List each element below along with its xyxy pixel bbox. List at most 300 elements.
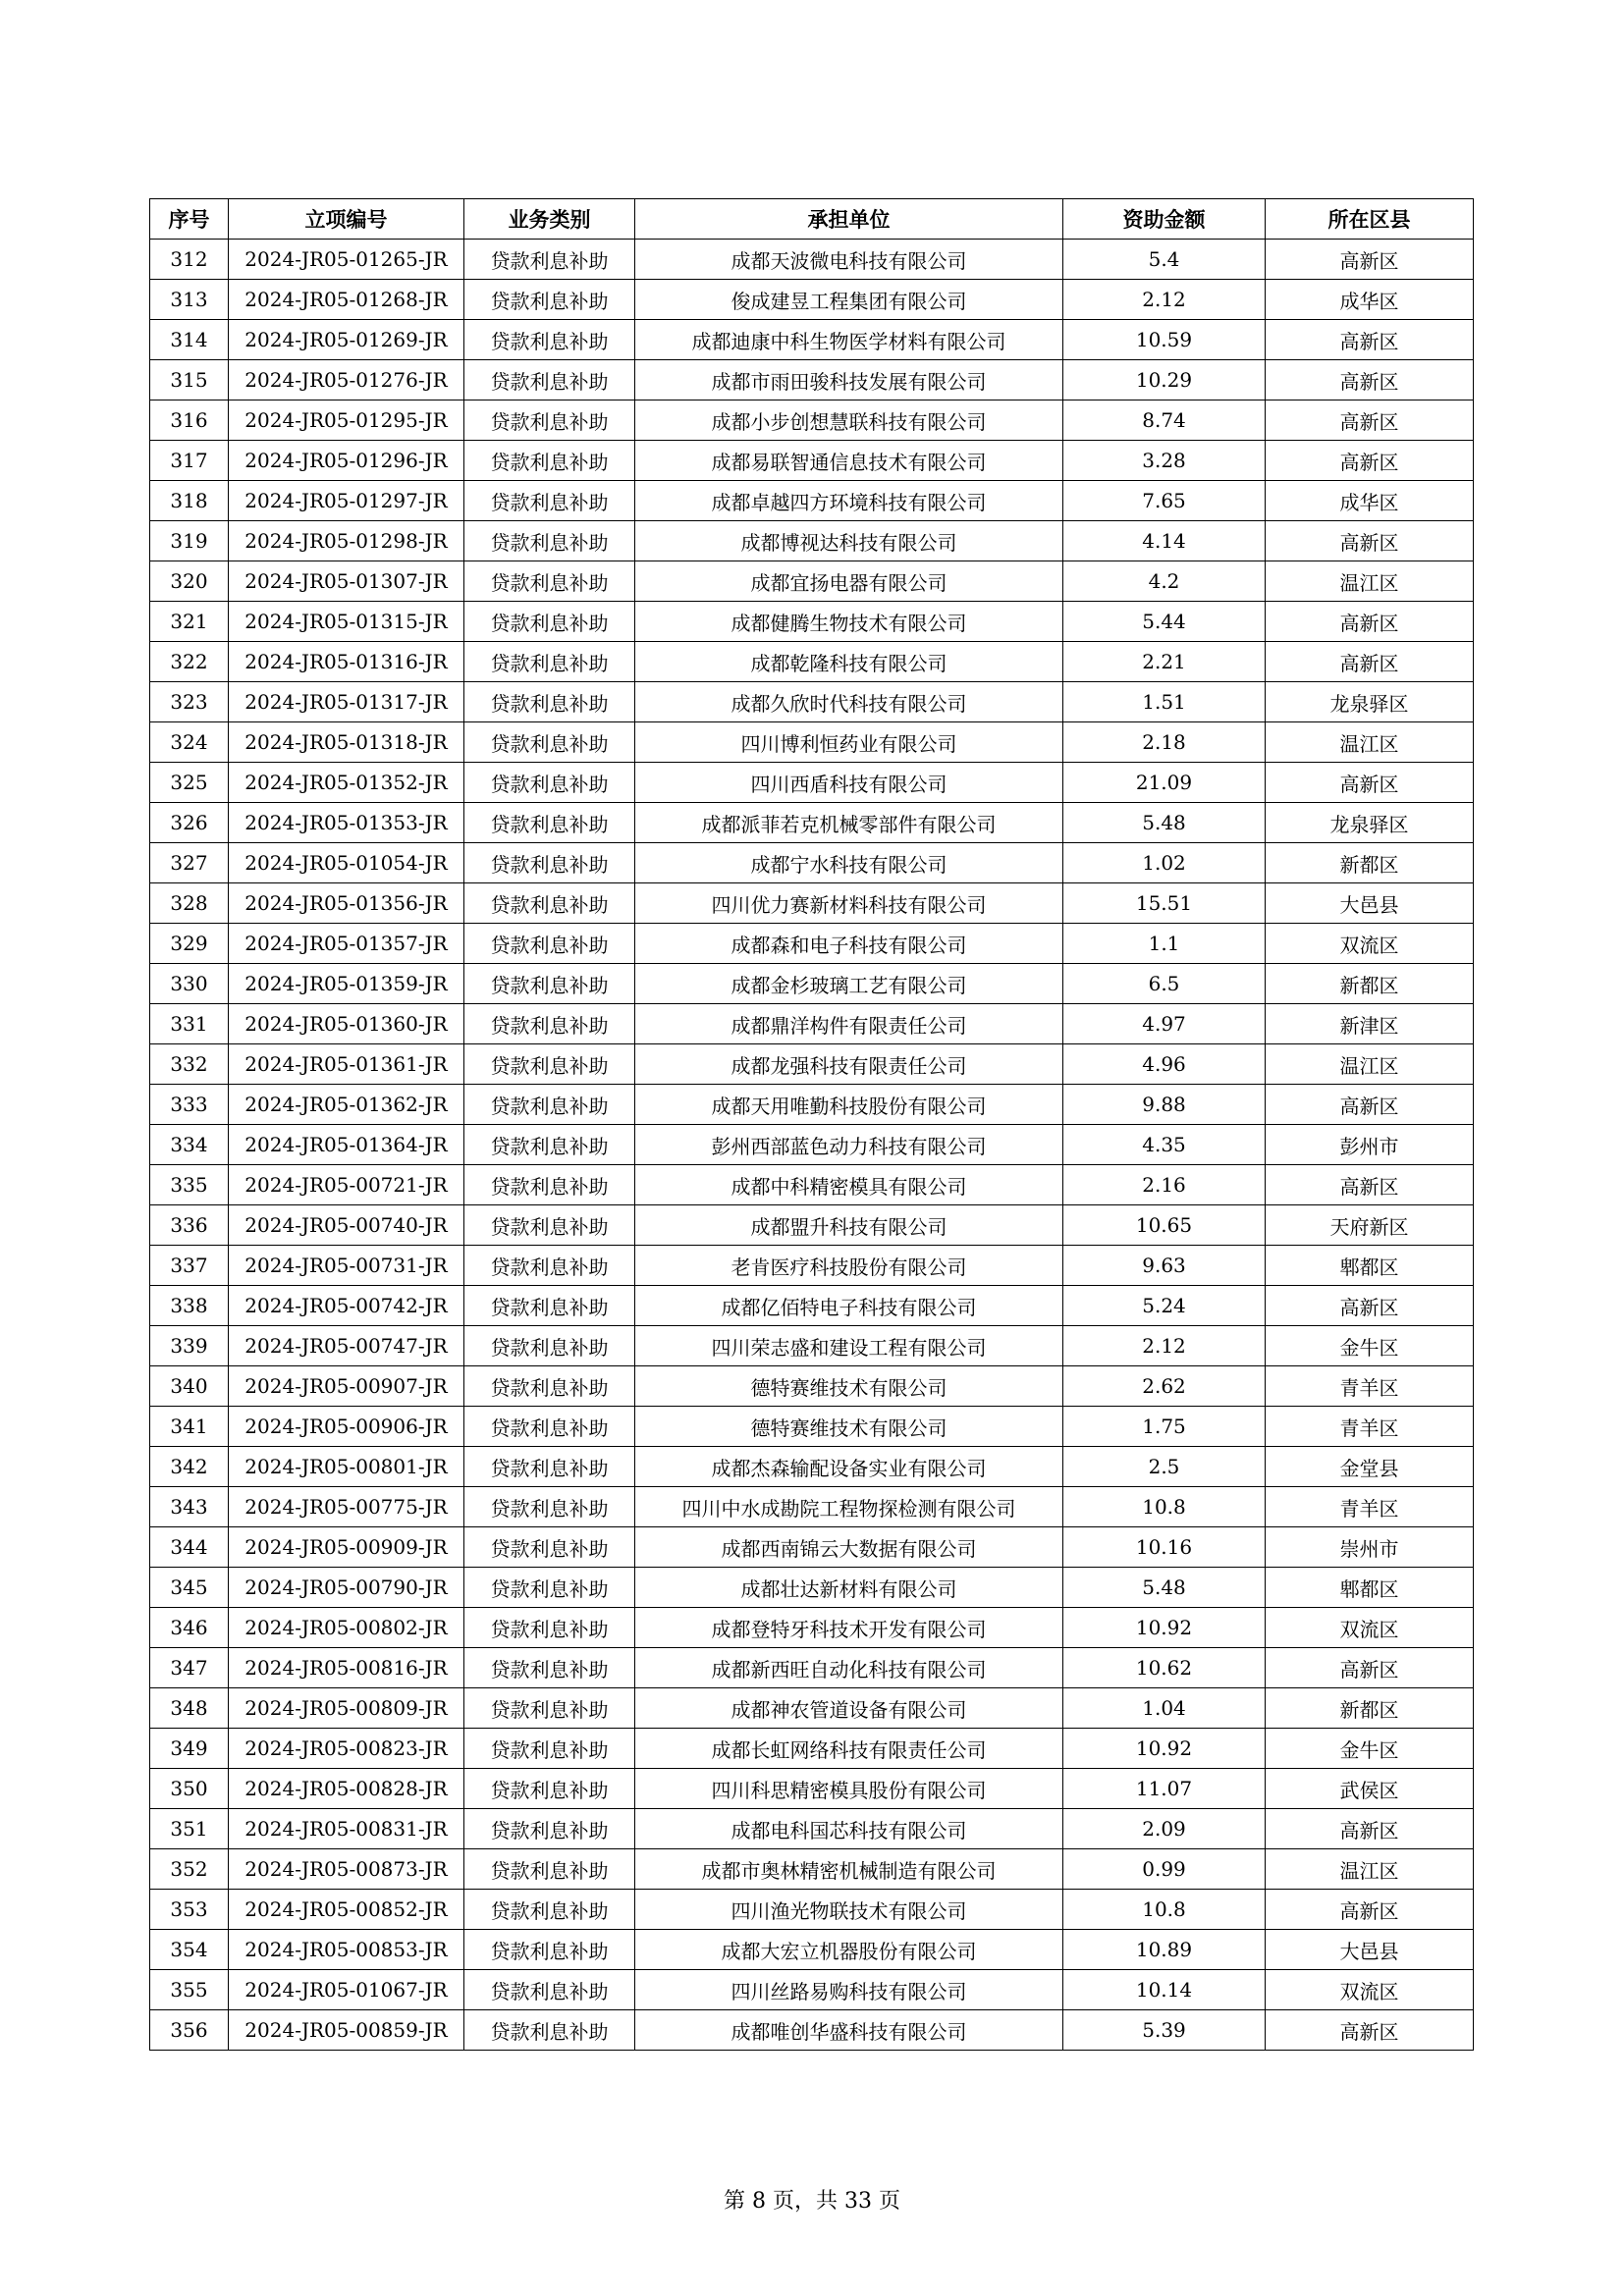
- cell-business-type: 贷款利息补助: [464, 1527, 635, 1568]
- cell-index: 316: [150, 400, 229, 441]
- cell-organization: 成都中科精密模具有限公司: [635, 1165, 1063, 1205]
- cell-district: 新都区: [1266, 964, 1474, 1004]
- cell-organization: 成都电科国芯科技有限公司: [635, 1809, 1063, 1849]
- cell-business-type: 贷款利息补助: [464, 1930, 635, 1970]
- table-row: [150, 1246, 1474, 1286]
- cell-amount: 10.29: [1063, 360, 1266, 400]
- table-row: [150, 1165, 1474, 1205]
- cell-organization: 德特赛维技术有限公司: [635, 1407, 1063, 1447]
- cell-project-id: 2024-JR05-00909-JR: [229, 1527, 464, 1568]
- table-row: [150, 1568, 1474, 1608]
- cell-business-type: 贷款利息补助: [464, 441, 635, 481]
- cell-index: 356: [150, 2010, 229, 2051]
- table-body: [150, 240, 1474, 2051]
- cell-amount: 4.2: [1063, 561, 1266, 602]
- table-row: [150, 1849, 1474, 1890]
- cell-amount: 2.16: [1063, 1165, 1266, 1205]
- cell-organization: 成都乾隆科技有限公司: [635, 642, 1063, 682]
- cell-index: 331: [150, 1004, 229, 1044]
- cell-business-type: 贷款利息补助: [464, 1366, 635, 1407]
- cell-organization: 成都杰森输配设备实业有限公司: [635, 1447, 1063, 1487]
- cell-index: 350: [150, 1769, 229, 1809]
- cell-organization: 成都天用唯勤科技股份有限公司: [635, 1085, 1063, 1125]
- cell-business-type: 贷款利息补助: [464, 763, 635, 803]
- table-row: [150, 320, 1474, 360]
- cell-organization: 俊成建昱工程集团有限公司: [635, 280, 1063, 320]
- cell-business-type: 贷款利息补助: [464, 1125, 635, 1165]
- cell-index: 326: [150, 803, 229, 843]
- cell-index: 320: [150, 561, 229, 602]
- cell-business-type: 贷款利息补助: [464, 1004, 635, 1044]
- cell-amount: 10.65: [1063, 1205, 1266, 1246]
- cell-amount: 6.5: [1063, 964, 1266, 1004]
- table-row: [150, 1085, 1474, 1125]
- cell-amount: 5.44: [1063, 602, 1266, 642]
- cell-project-id: 2024-JR05-00742-JR: [229, 1286, 464, 1326]
- cell-district: 高新区: [1266, 1165, 1474, 1205]
- cell-district: 温江区: [1266, 561, 1474, 602]
- cell-index: 339: [150, 1326, 229, 1366]
- cell-index: 318: [150, 481, 229, 521]
- cell-organization: 成都鼎洋构件有限责任公司: [635, 1004, 1063, 1044]
- cell-amount: 2.18: [1063, 722, 1266, 763]
- cell-project-id: 2024-JR05-00873-JR: [229, 1849, 464, 1890]
- table-row: [150, 1004, 1474, 1044]
- cell-business-type: 贷款利息补助: [464, 1608, 635, 1648]
- cell-index: 322: [150, 642, 229, 682]
- table-row: [150, 1608, 1474, 1648]
- cell-index: 341: [150, 1407, 229, 1447]
- cell-index: 352: [150, 1849, 229, 1890]
- cell-index: 353: [150, 1890, 229, 1930]
- cell-index: 344: [150, 1527, 229, 1568]
- cell-organization: 成都市奥林精密机械制造有限公司: [635, 1849, 1063, 1890]
- cell-business-type: 贷款利息补助: [464, 1970, 635, 2010]
- cell-district: 高新区: [1266, 521, 1474, 561]
- table-row: [150, 964, 1474, 1004]
- cell-amount: 10.62: [1063, 1648, 1266, 1688]
- cell-index: 338: [150, 1286, 229, 1326]
- cell-project-id: 2024-JR05-00775-JR: [229, 1487, 464, 1527]
- cell-district: 金牛区: [1266, 1729, 1474, 1769]
- table-row: [150, 240, 1474, 280]
- cell-amount: 1.04: [1063, 1688, 1266, 1729]
- cell-amount: 1.02: [1063, 843, 1266, 883]
- cell-amount: 11.07: [1063, 1769, 1266, 1809]
- table-row: [150, 521, 1474, 561]
- table-row: [150, 481, 1474, 521]
- table-row: [150, 1809, 1474, 1849]
- cell-project-id: 2024-JR05-01298-JR: [229, 521, 464, 561]
- page-footer: 第 8 页，共 33 页: [724, 2189, 900, 2214]
- table-row: [150, 803, 1474, 843]
- cell-business-type: 贷款利息补助: [464, 1890, 635, 1930]
- cell-project-id: 2024-JR05-01268-JR: [229, 280, 464, 320]
- cell-organization: 成都易联智通信息技术有限公司: [635, 441, 1063, 481]
- cell-project-id: 2024-JR05-00852-JR: [229, 1890, 464, 1930]
- cell-district: 高新区: [1266, 360, 1474, 400]
- cell-index: 347: [150, 1648, 229, 1688]
- cell-organization: 四川西盾科技有限公司: [635, 763, 1063, 803]
- table-row: [150, 1527, 1474, 1568]
- cell-district: 郫都区: [1266, 1568, 1474, 1608]
- cell-index: 354: [150, 1930, 229, 1970]
- table-header-row: [150, 199, 1474, 240]
- header-amount: 资助金额: [1063, 199, 1266, 240]
- cell-district: 高新区: [1266, 602, 1474, 642]
- cell-business-type: 贷款利息补助: [464, 1246, 635, 1286]
- cell-amount: 1.51: [1063, 682, 1266, 722]
- table-row: [150, 1326, 1474, 1366]
- cell-organization: 成都西南锦云大数据有限公司: [635, 1527, 1063, 1568]
- cell-index: 342: [150, 1447, 229, 1487]
- cell-business-type: 贷款利息补助: [464, 240, 635, 280]
- cell-organization: 成都登特牙科技术开发有限公司: [635, 1608, 1063, 1648]
- cell-organization: 成都卓越四方环境科技有限公司: [635, 481, 1063, 521]
- cell-index: 330: [150, 964, 229, 1004]
- cell-index: 329: [150, 924, 229, 964]
- cell-business-type: 贷款利息补助: [464, 964, 635, 1004]
- header-district: 所在区县: [1266, 199, 1474, 240]
- cell-project-id: 2024-JR05-01356-JR: [229, 883, 464, 924]
- cell-business-type: 贷款利息补助: [464, 521, 635, 561]
- cell-organization: 成都宜扬电器有限公司: [635, 561, 1063, 602]
- cell-index: 351: [150, 1809, 229, 1849]
- cell-amount: 2.12: [1063, 280, 1266, 320]
- cell-amount: 2.12: [1063, 1326, 1266, 1366]
- table-row: [150, 883, 1474, 924]
- cell-business-type: 贷款利息补助: [464, 1487, 635, 1527]
- cell-organization: 成都宁水科技有限公司: [635, 843, 1063, 883]
- table-row: [150, 360, 1474, 400]
- cell-district: 高新区: [1266, 1809, 1474, 1849]
- cell-amount: 5.4: [1063, 240, 1266, 280]
- header-organization: 承担单位: [635, 199, 1063, 240]
- cell-project-id: 2024-JR05-00828-JR: [229, 1769, 464, 1809]
- cell-business-type: 贷款利息补助: [464, 400, 635, 441]
- cell-amount: 4.14: [1063, 521, 1266, 561]
- cell-organization: 成都大宏立机器股份有限公司: [635, 1930, 1063, 1970]
- cell-organization: 成都派菲若克机械零部件有限公司: [635, 803, 1063, 843]
- table-row: [150, 1487, 1474, 1527]
- cell-district: 青羊区: [1266, 1407, 1474, 1447]
- cell-business-type: 贷款利息补助: [464, 642, 635, 682]
- cell-business-type: 贷款利息补助: [464, 1085, 635, 1125]
- cell-organization: 四川中水成勘院工程物探检测有限公司: [635, 1487, 1063, 1527]
- header-index: 序号: [150, 199, 229, 240]
- cell-index: 312: [150, 240, 229, 280]
- cell-index: 313: [150, 280, 229, 320]
- cell-organization: 四川科思精密模具股份有限公司: [635, 1769, 1063, 1809]
- cell-amount: 8.74: [1063, 400, 1266, 441]
- cell-district: 高新区: [1266, 1286, 1474, 1326]
- table-row: [150, 924, 1474, 964]
- cell-district: 郫都区: [1266, 1246, 1474, 1286]
- cell-district: 高新区: [1266, 763, 1474, 803]
- cell-amount: 21.09: [1063, 763, 1266, 803]
- cell-district: 天府新区: [1266, 1205, 1474, 1246]
- cell-amount: 10.59: [1063, 320, 1266, 360]
- table-row: [150, 561, 1474, 602]
- cell-index: 332: [150, 1044, 229, 1085]
- table-row: [150, 1125, 1474, 1165]
- cell-project-id: 2024-JR05-01295-JR: [229, 400, 464, 441]
- cell-index: 337: [150, 1246, 229, 1286]
- cell-organization: 成都新西旺自动化科技有限公司: [635, 1648, 1063, 1688]
- cell-business-type: 贷款利息补助: [464, 1407, 635, 1447]
- table-row: [150, 1769, 1474, 1809]
- table-row: [150, 682, 1474, 722]
- cell-index: 355: [150, 1970, 229, 2010]
- cell-district: 温江区: [1266, 1849, 1474, 1890]
- cell-index: 334: [150, 1125, 229, 1165]
- cell-district: 崇州市: [1266, 1527, 1474, 1568]
- table-row: [150, 722, 1474, 763]
- cell-amount: 10.14: [1063, 1970, 1266, 2010]
- table-row: [150, 1729, 1474, 1769]
- cell-organization: 彭州西部蓝色动力科技有限公司: [635, 1125, 1063, 1165]
- cell-project-id: 2024-JR05-00859-JR: [229, 2010, 464, 2051]
- cell-amount: 10.8: [1063, 1890, 1266, 1930]
- cell-project-id: 2024-JR05-01357-JR: [229, 924, 464, 964]
- cell-project-id: 2024-JR05-01359-JR: [229, 964, 464, 1004]
- cell-business-type: 贷款利息补助: [464, 722, 635, 763]
- cell-district: 高新区: [1266, 642, 1474, 682]
- cell-business-type: 贷款利息补助: [464, 1729, 635, 1769]
- table-row: [150, 441, 1474, 481]
- cell-business-type: 贷款利息补助: [464, 1205, 635, 1246]
- cell-business-type: 贷款利息补助: [464, 1568, 635, 1608]
- cell-index: 325: [150, 763, 229, 803]
- cell-organization: 成都森和电子科技有限公司: [635, 924, 1063, 964]
- cell-district: 高新区: [1266, 320, 1474, 360]
- cell-organization: 四川荣志盛和建设工程有限公司: [635, 1326, 1063, 1366]
- cell-project-id: 2024-JR05-01265-JR: [229, 240, 464, 280]
- cell-organization: 成都盟升科技有限公司: [635, 1205, 1063, 1246]
- cell-organization: 成都久欣时代科技有限公司: [635, 682, 1063, 722]
- cell-index: 327: [150, 843, 229, 883]
- cell-index: 328: [150, 883, 229, 924]
- cell-amount: 1.1: [1063, 924, 1266, 964]
- cell-index: 321: [150, 602, 229, 642]
- cell-project-id: 2024-JR05-01307-JR: [229, 561, 464, 602]
- cell-business-type: 贷款利息补助: [464, 924, 635, 964]
- table-row: [150, 1447, 1474, 1487]
- cell-organization: 成都唯创华盛科技有限公司: [635, 2010, 1063, 2051]
- cell-district: 新津区: [1266, 1004, 1474, 1044]
- cell-amount: 2.09: [1063, 1809, 1266, 1849]
- cell-index: 336: [150, 1205, 229, 1246]
- cell-business-type: 贷款利息补助: [464, 843, 635, 883]
- cell-project-id: 2024-JR05-01318-JR: [229, 722, 464, 763]
- cell-district: 成华区: [1266, 280, 1474, 320]
- cell-business-type: 贷款利息补助: [464, 1447, 635, 1487]
- cell-project-id: 2024-JR05-00823-JR: [229, 1729, 464, 1769]
- cell-project-id: 2024-JR05-01362-JR: [229, 1085, 464, 1125]
- cell-project-id: 2024-JR05-00906-JR: [229, 1407, 464, 1447]
- cell-business-type: 贷款利息补助: [464, 1688, 635, 1729]
- cell-district: 金堂县: [1266, 1447, 1474, 1487]
- cell-project-id: 2024-JR05-00801-JR: [229, 1447, 464, 1487]
- cell-index: 324: [150, 722, 229, 763]
- cell-business-type: 贷款利息补助: [464, 682, 635, 722]
- cell-index: 343: [150, 1487, 229, 1527]
- cell-index: 315: [150, 360, 229, 400]
- cell-project-id: 2024-JR05-00802-JR: [229, 1608, 464, 1648]
- cell-district: 龙泉驿区: [1266, 682, 1474, 722]
- cell-district: 金牛区: [1266, 1326, 1474, 1366]
- cell-district: 青羊区: [1266, 1487, 1474, 1527]
- table-row: [150, 1890, 1474, 1930]
- cell-project-id: 2024-JR05-00790-JR: [229, 1568, 464, 1608]
- cell-project-id: 2024-JR05-01360-JR: [229, 1004, 464, 1044]
- cell-organization: 成都亿佰特电子科技有限公司: [635, 1286, 1063, 1326]
- cell-business-type: 贷款利息补助: [464, 481, 635, 521]
- cell-project-id: 2024-JR05-00816-JR: [229, 1648, 464, 1688]
- cell-amount: 0.99: [1063, 1849, 1266, 1890]
- cell-project-id: 2024-JR05-00747-JR: [229, 1326, 464, 1366]
- table-row: [150, 1930, 1474, 1970]
- cell-amount: 4.96: [1063, 1044, 1266, 1085]
- cell-index: 345: [150, 1568, 229, 1608]
- cell-amount: 4.35: [1063, 1125, 1266, 1165]
- header-project-id: 立项编号: [229, 199, 464, 240]
- table-row: [150, 843, 1474, 883]
- cell-business-type: 贷款利息补助: [464, 1809, 635, 1849]
- cell-district: 双流区: [1266, 1970, 1474, 2010]
- cell-organization: 成都龙强科技有限责任公司: [635, 1044, 1063, 1085]
- cell-index: 349: [150, 1729, 229, 1769]
- cell-amount: 4.97: [1063, 1004, 1266, 1044]
- table-row: [150, 1688, 1474, 1729]
- cell-business-type: 贷款利息补助: [464, 602, 635, 642]
- cell-business-type: 贷款利息补助: [464, 1044, 635, 1085]
- cell-project-id: 2024-JR05-01315-JR: [229, 602, 464, 642]
- cell-amount: 9.88: [1063, 1085, 1266, 1125]
- cell-project-id: 2024-JR05-00721-JR: [229, 1165, 464, 1205]
- cell-district: 新都区: [1266, 843, 1474, 883]
- cell-amount: 2.21: [1063, 642, 1266, 682]
- cell-business-type: 贷款利息补助: [464, 561, 635, 602]
- cell-district: 彭州市: [1266, 1125, 1474, 1165]
- cell-project-id: 2024-JR05-00809-JR: [229, 1688, 464, 1729]
- cell-district: 高新区: [1266, 240, 1474, 280]
- cell-organization: 成都壮达新材料有限公司: [635, 1568, 1063, 1608]
- cell-district: 武侯区: [1266, 1769, 1474, 1809]
- cell-organization: 德特赛维技术有限公司: [635, 1366, 1063, 1407]
- cell-index: 340: [150, 1366, 229, 1407]
- cell-index: 317: [150, 441, 229, 481]
- table-row: [150, 1970, 1474, 2010]
- cell-organization: 四川博利恒药业有限公司: [635, 722, 1063, 763]
- cell-index: 335: [150, 1165, 229, 1205]
- cell-index: 314: [150, 320, 229, 360]
- cell-amount: 3.28: [1063, 441, 1266, 481]
- cell-business-type: 贷款利息补助: [464, 803, 635, 843]
- cell-business-type: 贷款利息补助: [464, 1286, 635, 1326]
- cell-project-id: 2024-JR05-01067-JR: [229, 1970, 464, 2010]
- cell-index: 333: [150, 1085, 229, 1125]
- funding-table: [149, 198, 1474, 2051]
- cell-organization: 成都健腾生物技术有限公司: [635, 602, 1063, 642]
- cell-amount: 10.92: [1063, 1729, 1266, 1769]
- cell-business-type: 贷款利息补助: [464, 360, 635, 400]
- cell-amount: 10.89: [1063, 1930, 1266, 1970]
- cell-amount: 2.5: [1063, 1447, 1266, 1487]
- table-row: [150, 642, 1474, 682]
- cell-project-id: 2024-JR05-01316-JR: [229, 642, 464, 682]
- cell-project-id: 2024-JR05-00853-JR: [229, 1930, 464, 1970]
- cell-project-id: 2024-JR05-00731-JR: [229, 1246, 464, 1286]
- cell-project-id: 2024-JR05-01361-JR: [229, 1044, 464, 1085]
- cell-district: 温江区: [1266, 1044, 1474, 1085]
- cell-project-id: 2024-JR05-00907-JR: [229, 1366, 464, 1407]
- cell-business-type: 贷款利息补助: [464, 2010, 635, 2051]
- cell-amount: 5.48: [1063, 1568, 1266, 1608]
- cell-district: 大邑县: [1266, 1930, 1474, 1970]
- cell-district: 龙泉驿区: [1266, 803, 1474, 843]
- cell-amount: 5.24: [1063, 1286, 1266, 1326]
- table-row: [150, 1366, 1474, 1407]
- cell-project-id: 2024-JR05-01054-JR: [229, 843, 464, 883]
- cell-organization: 四川优力赛新材料科技有限公司: [635, 883, 1063, 924]
- cell-organization: 成都迪康中科生物医学材料有限公司: [635, 320, 1063, 360]
- cell-project-id: 2024-JR05-01276-JR: [229, 360, 464, 400]
- cell-organization: 成都金杉玻璃工艺有限公司: [635, 964, 1063, 1004]
- cell-business-type: 贷款利息补助: [464, 280, 635, 320]
- table-row: [150, 2010, 1474, 2051]
- cell-district: 高新区: [1266, 400, 1474, 441]
- cell-amount: 10.16: [1063, 1527, 1266, 1568]
- cell-project-id: 2024-JR05-01269-JR: [229, 320, 464, 360]
- cell-organization: 成都小步创想慧联科技有限公司: [635, 400, 1063, 441]
- cell-district: 青羊区: [1266, 1366, 1474, 1407]
- cell-organization: 成都神农管道设备有限公司: [635, 1688, 1063, 1729]
- table-row: [150, 280, 1474, 320]
- cell-project-id: 2024-JR05-01296-JR: [229, 441, 464, 481]
- cell-district: 双流区: [1266, 1608, 1474, 1648]
- cell-district: 高新区: [1266, 1648, 1474, 1688]
- cell-organization: 老肯医疗科技股份有限公司: [635, 1246, 1063, 1286]
- cell-amount: 10.92: [1063, 1608, 1266, 1648]
- cell-amount: 2.62: [1063, 1366, 1266, 1407]
- table-row: [150, 1286, 1474, 1326]
- cell-project-id: 2024-JR05-00740-JR: [229, 1205, 464, 1246]
- cell-organization: 四川丝路易购科技有限公司: [635, 1970, 1063, 2010]
- cell-project-id: 2024-JR05-01352-JR: [229, 763, 464, 803]
- header-business-type: 业务类别: [464, 199, 635, 240]
- cell-business-type: 贷款利息补助: [464, 883, 635, 924]
- cell-organization: 四川渔光物联技术有限公司: [635, 1890, 1063, 1930]
- cell-project-id: 2024-JR05-01317-JR: [229, 682, 464, 722]
- cell-organization: 成都博视达科技有限公司: [635, 521, 1063, 561]
- cell-project-id: 2024-JR05-00831-JR: [229, 1809, 464, 1849]
- cell-business-type: 贷款利息补助: [464, 320, 635, 360]
- cell-project-id: 2024-JR05-01353-JR: [229, 803, 464, 843]
- cell-amount: 15.51: [1063, 883, 1266, 924]
- cell-organization: 成都长虹网络科技有限责任公司: [635, 1729, 1063, 1769]
- cell-district: 成华区: [1266, 481, 1474, 521]
- cell-organization: 成都天波微电科技有限公司: [635, 240, 1063, 280]
- cell-amount: 5.48: [1063, 803, 1266, 843]
- cell-index: 346: [150, 1608, 229, 1648]
- cell-business-type: 贷款利息补助: [464, 1326, 635, 1366]
- cell-amount: 7.65: [1063, 481, 1266, 521]
- cell-index: 348: [150, 1688, 229, 1729]
- cell-district: 温江区: [1266, 722, 1474, 763]
- cell-amount: 1.75: [1063, 1407, 1266, 1447]
- table-row: [150, 1648, 1474, 1688]
